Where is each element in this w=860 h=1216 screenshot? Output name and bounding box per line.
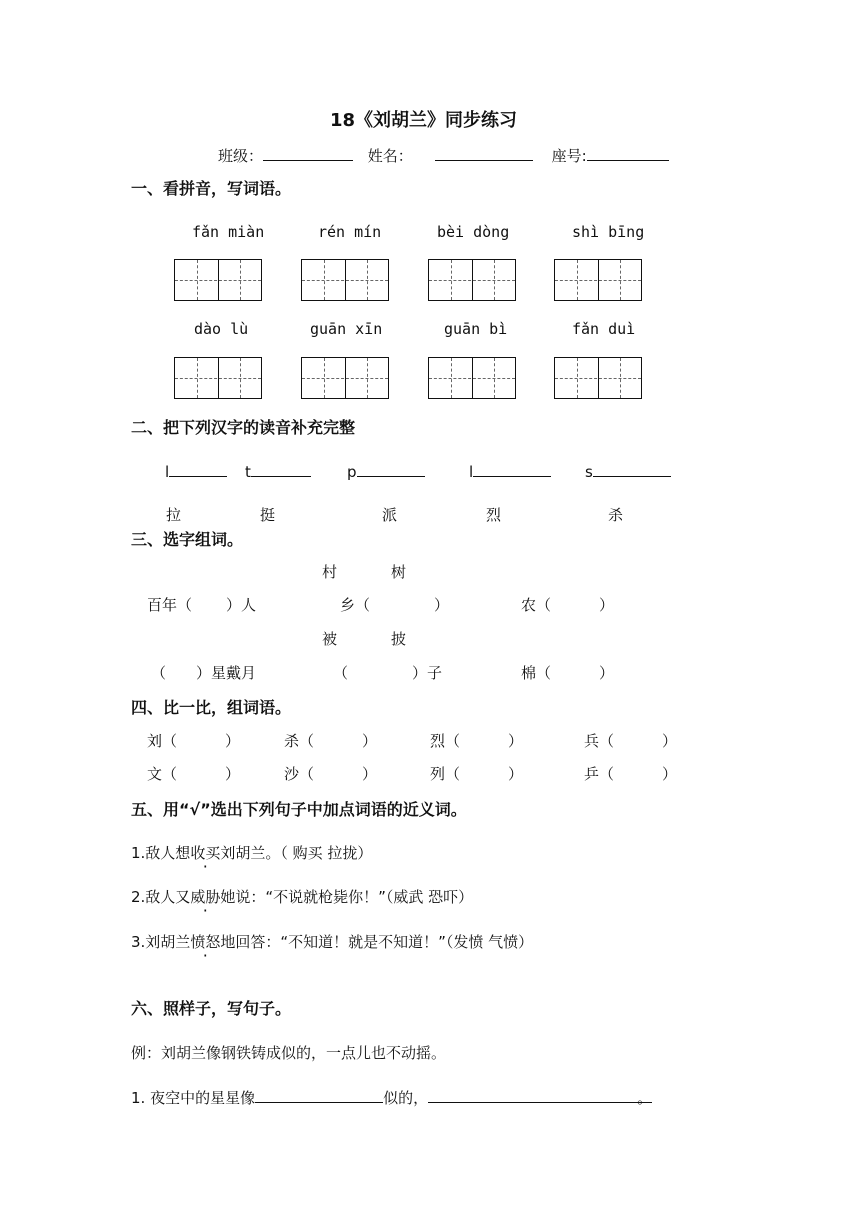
writing-grid[interactable] — [428, 357, 516, 399]
pinyin-4: shì bīng — [572, 223, 645, 241]
compare-char: 刘（ — [147, 732, 178, 750]
writing-grid[interactable] — [301, 357, 389, 399]
paren-close: ） — [362, 765, 378, 783]
writing-grid[interactable] — [554, 259, 642, 301]
writing-grid[interactable] — [554, 357, 642, 399]
fill-prefix: 乡（ — [340, 596, 371, 614]
hanzi: 派 — [382, 506, 398, 524]
sentence-text: 似的， — [383, 1089, 429, 1107]
sentence-options[interactable]: 她说：“不说就枪毙你！”（威武 恐吓） — [220, 888, 474, 906]
section1-heading: 一、看拼音，写词语。 — [131, 179, 292, 198]
compare-item[interactable] — [430, 763, 523, 784]
class-blank[interactable] — [263, 145, 353, 161]
initial-letter: l — [469, 463, 474, 481]
choice-char: 村 — [322, 563, 338, 581]
name-label: 姓名： — [367, 147, 413, 165]
fill-item[interactable] — [147, 594, 256, 615]
class-label: 班级： — [218, 147, 264, 165]
pinyin-7: guān bì — [444, 320, 508, 338]
fill-suffix: ）子 — [412, 664, 443, 682]
fill-prefix: （ — [151, 664, 167, 682]
compare-item[interactable] — [147, 730, 240, 751]
paren-close: ） — [662, 732, 678, 750]
pinyin-8: fǎn duì — [572, 320, 636, 338]
sentence-text: 1.敌人想 — [131, 844, 191, 862]
section5-heading: 五、用“√”选出下列句子中加点词语的近义词。 — [131, 800, 467, 819]
fill-suffix: ）人 — [226, 596, 257, 614]
paren-close: ） — [662, 765, 678, 783]
hanzi: 挺 — [260, 506, 276, 524]
page-title: 18《刘胡兰》同步练习 — [330, 110, 518, 131]
sentence-options[interactable]: 刘胡兰。（ 购买 拉拢） — [220, 844, 373, 862]
choice-char: 被 — [322, 630, 338, 648]
initial-letter: s — [585, 463, 593, 481]
paren-close: ） — [225, 732, 241, 750]
compare-char: 兵（ — [584, 732, 615, 750]
pinyin-blank[interactable] — [473, 461, 551, 477]
fill-suffix: ）星戴月 — [196, 664, 257, 682]
sentence-blank-2[interactable] — [428, 1087, 653, 1107]
sentence-1 — [131, 842, 372, 863]
compare-item[interactable] — [584, 763, 677, 784]
compare-item[interactable] — [284, 730, 377, 751]
initial-letter: t — [245, 463, 251, 481]
sentence-3 — [131, 931, 533, 952]
paren-close: ） — [508, 732, 524, 750]
fill-prefix: 棉（ — [521, 664, 552, 682]
section3-heading: 三、选字组词。 — [131, 530, 244, 549]
compare-char: 烈（ — [430, 732, 461, 750]
section6-heading: 六、照样子，写句子。 — [131, 999, 292, 1018]
writing-grid[interactable] — [428, 259, 516, 301]
compare-char: 乒（ — [584, 765, 615, 783]
compare-item[interactable] — [284, 763, 377, 784]
compare-char: 沙（ — [284, 765, 315, 783]
period: 。 — [637, 1089, 653, 1107]
fill-suffix: ） — [599, 596, 615, 614]
reading-blank-4[interactable] — [469, 461, 551, 481]
fill-item[interactable] — [521, 594, 614, 615]
choice-char: 树 — [391, 563, 407, 581]
pinyin-5: dào lù — [194, 320, 249, 338]
fill-prefix: 农（ — [521, 596, 552, 614]
compare-item[interactable] — [430, 730, 523, 751]
fill-item[interactable] — [333, 662, 442, 683]
fill-suffix: ） — [434, 596, 450, 614]
fill-item[interactable] — [151, 662, 256, 683]
pinyin-2: rén mín — [318, 223, 382, 241]
seat-blank[interactable] — [587, 145, 669, 161]
fill-prefix: 百年（ — [147, 596, 193, 614]
sentence-text: 1. 夜空中的星星像 — [131, 1089, 256, 1107]
section4-heading: 四、比一比，组词语。 — [131, 698, 292, 717]
sentence-blank-1[interactable] — [255, 1087, 383, 1103]
compare-char: 杀（ — [284, 732, 315, 750]
choice-char: 披 — [391, 630, 407, 648]
example-sentence: 例：刘胡兰像钢铁铸成似的，一点儿也不动摇。 — [131, 1044, 447, 1062]
paren-close: ） — [362, 732, 378, 750]
reading-blank-3[interactable] — [347, 461, 425, 481]
pinyin-6: guān xīn — [310, 320, 383, 338]
pinyin-3: bèi dòng — [437, 223, 510, 241]
compare-char: 文（ — [147, 765, 178, 783]
hanzi: 烈 — [486, 506, 502, 524]
pinyin-blank[interactable] — [169, 461, 227, 477]
fill-item[interactable] — [340, 594, 449, 615]
dotted-word: 收买 — [190, 844, 221, 862]
seat-label: 座号: — [551, 147, 587, 165]
compare-item[interactable] — [147, 763, 240, 784]
compare-item[interactable] — [584, 730, 677, 751]
dotted-word: 威胁 — [190, 888, 221, 906]
reading-blank-1[interactable] — [165, 461, 227, 481]
dotted-word: 愤怒 — [190, 933, 221, 951]
fill-prefix: （ — [333, 664, 349, 682]
sentence-text: 3.刘胡兰 — [131, 933, 191, 951]
sentence-text: 2.敌人又 — [131, 888, 191, 906]
pinyin-blank[interactable] — [357, 461, 425, 477]
write-sentence-1 — [131, 1087, 652, 1108]
compare-char: 列（ — [430, 765, 461, 783]
writing-grid[interactable] — [174, 357, 262, 399]
student-info-line — [218, 145, 669, 166]
initial-letter: p — [347, 463, 357, 481]
hanzi: 杀 — [608, 506, 624, 524]
paren-close: ） — [225, 765, 241, 783]
sentence-2 — [131, 886, 473, 907]
reading-blank-2[interactable] — [245, 461, 311, 481]
pinyin-1: fǎn miàn — [192, 223, 265, 241]
pinyin-blank[interactable] — [593, 461, 671, 477]
initial-letter: l — [165, 463, 170, 481]
section2-heading: 二、把下列汉字的读音补充完整 — [131, 418, 356, 437]
sentence-options[interactable]: 地回答：“不知道！就是不知道！”（发愤 气愤） — [220, 933, 534, 951]
writing-grid[interactable] — [174, 259, 262, 301]
paren-close: ） — [508, 765, 524, 783]
name-blank[interactable] — [435, 145, 533, 161]
reading-blank-5[interactable] — [585, 461, 671, 481]
hanzi: 拉 — [166, 506, 182, 524]
fill-suffix: ） — [599, 664, 615, 682]
fill-item[interactable] — [521, 662, 614, 683]
pinyin-blank[interactable] — [251, 461, 311, 477]
writing-grid[interactable] — [301, 259, 389, 301]
